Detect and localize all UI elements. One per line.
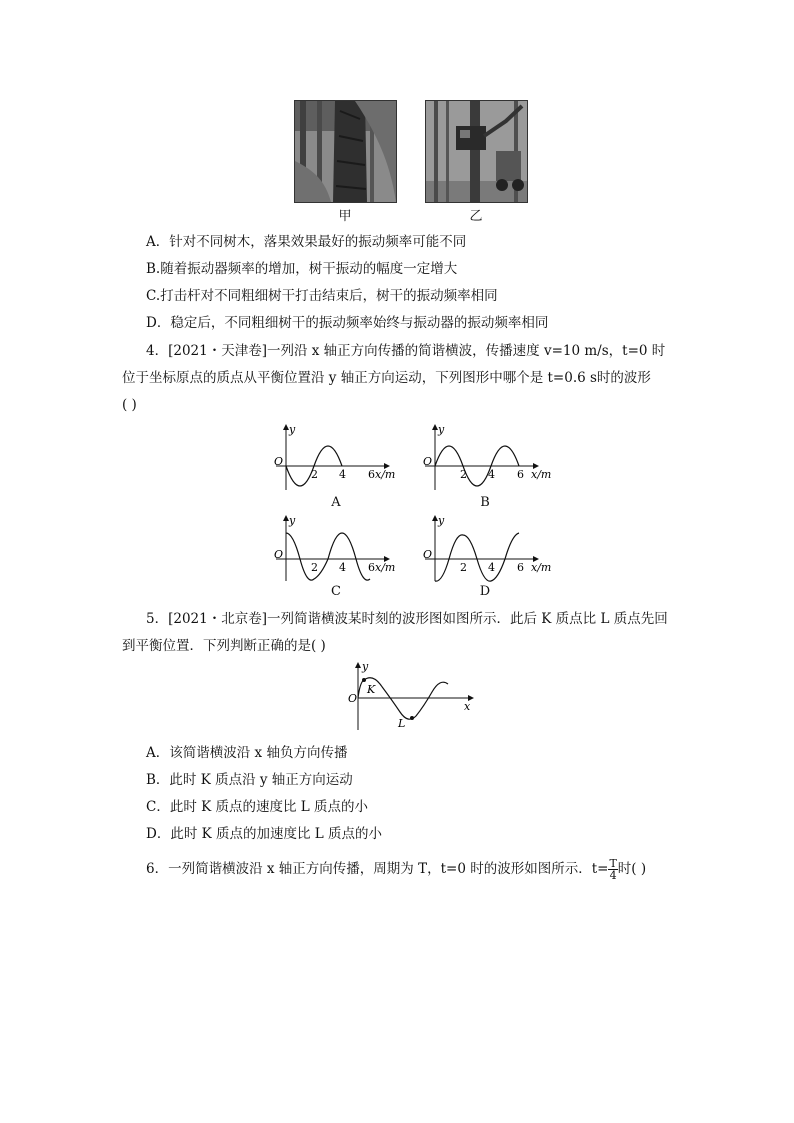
q4-graph-b-tick-2: 2 (460, 468, 467, 481)
photo-caption-yi: 乙 (469, 209, 483, 224)
q5-point-k-label: K (367, 683, 376, 696)
q4-graph-c-origin-label: O (274, 548, 284, 561)
q6-fraction-numerator: T (609, 857, 617, 870)
q5-option-b: B．此时 K 质点沿 y 轴正方向运动 (146, 772, 353, 788)
q6-stem (146, 856, 646, 882)
q4-graph-a-x-axis-label: x/m (375, 468, 396, 481)
q6-stem-text-after: 时( ) (617, 861, 647, 877)
point-k-dot (362, 678, 366, 682)
q4-graph-d-origin-label: O (423, 548, 433, 561)
point-l-dot (410, 716, 414, 720)
q4-graph-a-label: A (331, 495, 341, 510)
q6-fraction-denominator: 4 (609, 869, 617, 882)
q4-graph-d-y-axis-label: y (438, 514, 445, 527)
q4-graph-d-tick-2: 2 (460, 561, 467, 574)
q4-stem-line1: 4．[2021・天津卷]一列沿 x 轴正方向传播的简谐横波，传播速度 v=10 m/s，t=0 时 (146, 343, 666, 359)
q4-graph-d (421, 513, 551, 585)
q5-point-l-label: L (398, 717, 406, 730)
q5-y-axis-label: y (362, 660, 369, 673)
q4-graph-a-tick-4: 4 (339, 468, 346, 481)
q5-x-axis-label: x (464, 700, 471, 713)
q4-graph-b (421, 422, 551, 494)
tree-shaker-machine-image (426, 101, 527, 202)
q4-graph-b-label: B (480, 495, 490, 510)
q3-option-d: D．稳定后，不同粗细树干的振动频率始终与振动器的振动频率相同 (146, 315, 549, 331)
q4-graph-b-tick-6: 6 (517, 468, 524, 481)
q4-stem-line2: 位于坐标原点的质点从平衡位置沿 y 轴正方向运动，下列图形中哪个是 t=0.6 s时的波形 (122, 370, 651, 386)
photo-caption-jia: 甲 (338, 209, 352, 224)
q4-graph-c-x-axis-label: x/m (375, 561, 396, 574)
q4-graph-b-origin-label: O (423, 455, 433, 468)
q6-fraction (608, 858, 617, 881)
q4-graph-c-y-axis-label: y (289, 514, 296, 527)
q5-option-d: D．此时 K 质点的加速度比 L 质点的小 (146, 826, 383, 842)
q4-graph-a-origin-label: O (274, 455, 284, 468)
q5-stem-line2: 到平衡位置．下列判断正确的是( ) (122, 638, 326, 654)
q5-origin-label: O (348, 692, 358, 705)
q4-graph-a-tick-6: 6 (368, 468, 375, 481)
q4-graph-d-label: D (479, 584, 491, 599)
forest-tree-trunk-image (295, 101, 396, 202)
q4-graph-c-tick-2: 2 (311, 561, 318, 574)
q4-graph-b-x-axis-label: x/m (531, 468, 551, 481)
q5-wave-graph (346, 660, 478, 732)
q3-option-c: C.打击杆对不同粗细树干打击结束后，树干的振动频率相同 (146, 288, 498, 304)
q4-graph-c-label: C (331, 584, 341, 599)
q4-graph-a (272, 422, 402, 494)
q6-stem-text-before: 6．一列简谐横波沿 x 轴正方向传播，周期为 T，t=0 时的波形如图所示．t= (146, 861, 609, 877)
photo-yi (425, 100, 528, 203)
q4-graph-c-tick-4: 4 (339, 561, 346, 574)
q4-graph-d-tick-4: 4 (488, 561, 495, 574)
q4-graph-d-x-axis-label: x/m (531, 561, 551, 574)
q5-option-a: A．该简谐横波沿 x 轴负方向传播 (146, 745, 348, 761)
q3-option-a: A．针对不同树木，落果效果最好的振动频率可能不同 (146, 234, 467, 250)
q4-graph-d-tick-6: 6 (517, 561, 524, 574)
photo-jia (294, 100, 397, 203)
q5-stem-line1: 5．[2021・北京卷]一列简谐横波某时刻的波形图如图所示．此后 K 质点比 L 质点先回 (146, 611, 668, 627)
q3-option-b: B.随着振动器频率的增加，树干振动的幅度一定增大 (146, 261, 458, 277)
q4-stem-line3: ( ) (122, 397, 137, 413)
q4-graph-b-tick-4: 4 (488, 468, 495, 481)
q4-graph-c (272, 513, 402, 585)
q4-graph-b-y-axis-label: y (438, 423, 445, 436)
q4-graph-c-tick-6: 6 (368, 561, 375, 574)
q4-graph-a-y-axis-label: y (289, 423, 296, 436)
q5-option-c: C．此时 K 质点的速度比 L 质点的小 (146, 799, 369, 815)
q4-graph-a-tick-2: 2 (311, 468, 318, 481)
